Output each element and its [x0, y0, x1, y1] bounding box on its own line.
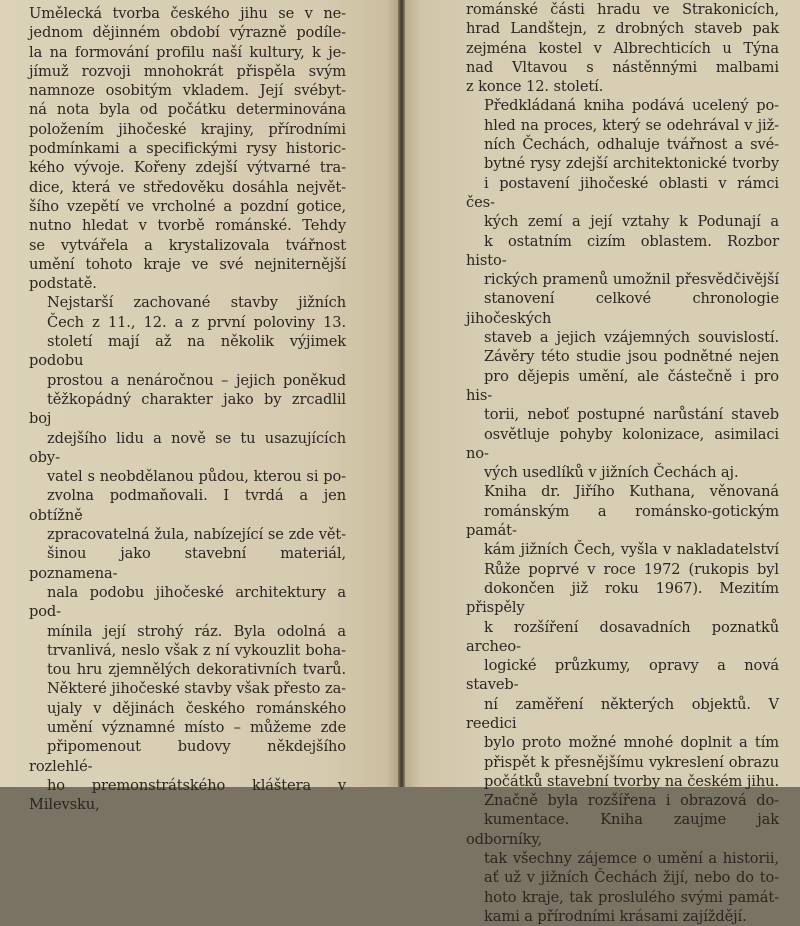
text-line: šího vzepětí ve vrcholné a pozdní gotice,: [29, 197, 346, 215]
text-line: tak všechny zájemce o umění a historii,: [484, 850, 779, 868]
text-line: namnoze osobitým vkladem. Její svébyt-: [29, 82, 346, 100]
text-line: dice, která ve středověku dosáhla největ-: [29, 178, 346, 196]
text-line: zvolna podmaňovali. I tvrdá a jen obtížně: [29, 487, 346, 524]
text-line: z konce 12. století.: [466, 78, 604, 96]
right-paragraph-3: [466, 482, 779, 926]
right-paragraph-2: [466, 96, 779, 482]
text-line: románským a románsko-gotickým památ-: [466, 502, 779, 540]
text-line: nad Vltavou s nástěnnými malbami: [466, 58, 779, 76]
text-line: dokončen již roku 1967). Mezitím přispěly: [466, 579, 779, 617]
text-line: zejména kostel v Albrechticích u Týna: [466, 39, 779, 57]
left-page: [0, 0, 398, 814]
text-line: šinou jako stavební materiál, poznamena-: [29, 545, 346, 582]
text-line: umění významné místo – můžeme zde: [47, 718, 346, 736]
text-line: prostou a nenáročnou – jejich poněkud: [47, 371, 346, 389]
text-line: k rozšíření dosavadních poznatků archeo-: [466, 618, 779, 655]
text-line: bylo proto možné mnohé doplnit a tím: [484, 734, 779, 752]
text-line: pro dějepis umění, ale částečně i pro his-: [466, 367, 779, 404]
text-line: hoto kraje, tak proslulého svými památ-: [484, 888, 779, 906]
text-line: románské části hradu ve Strakonicích,: [466, 1, 779, 18]
text-line: mínila její strohý ráz. Byla odolná a: [47, 622, 346, 640]
text-line: hled na proces, který se odehrával v již-: [484, 116, 779, 134]
text-line: jímuž rozvoji mnohokrát přispěla svým: [29, 62, 346, 80]
text-line: kého vývoje. Kořeny zdejší výtvarné tra-: [29, 159, 346, 177]
text-line: umění tohoto kraje ve své nejniternější: [29, 255, 346, 273]
book-gutter: [398, 0, 405, 787]
text-line: Čech z 11., 12. a z první poloviny 13.: [47, 313, 346, 331]
text-line: ho premonstrátského kláštera v Milevsku,: [29, 776, 346, 814]
text-line: logické průzkumy, opravy a nová staveb-: [466, 657, 779, 694]
text-line: přispět k přesnějšímu vykreslení obrazu: [484, 753, 779, 771]
text-line: kých zemí a její vztahy k Podunají a: [484, 213, 779, 231]
text-line: zpracovatelná žula, nabízející se zde vět-: [47, 526, 346, 544]
text-line: Růže poprvé v roce 1972 (rukopis byl: [484, 560, 779, 578]
text-line: ná nota byla od počátku determinována: [29, 101, 346, 119]
text-line: torii, neboť postupné narůstání staveb: [484, 406, 779, 424]
text-line: ať už v jižních Čechách žijí, nebo do to-: [484, 869, 779, 887]
text-line: vých usedlíků v jižních Čechách aj.: [484, 464, 739, 482]
text-line: Umělecká tvorba českého jihu se v ne-: [29, 5, 346, 22]
text-line: i postavení jihočeské oblasti v rámci čes-: [466, 174, 779, 211]
text-line: staveb a jejich vzájemných souvislostí.: [484, 329, 779, 347]
text-line: hrad Landštejn, z drobných staveb pak: [466, 20, 779, 38]
text-line: nala podobu jihočeské architektury a pod-: [29, 583, 346, 621]
text-line: Značně byla rozšířena i obrazová do-: [484, 792, 779, 810]
text-line: Nejstarší zachované stavby jižních: [47, 294, 346, 312]
text-line: Kniha dr. Jiřího Kuthana, věnovaná: [484, 483, 779, 501]
text-line: la na formování profilu naší kultury, k je-: [29, 43, 346, 61]
text-line: položením jihočeské krajiny, přírodními: [29, 120, 346, 138]
text-line: stanovení celkové chronologie jihočeských: [466, 290, 779, 327]
text-line: nutno hledat v tvorbě románské. Tehdy: [29, 217, 346, 235]
text-line: trvanlivá, neslo však z ní vykouzlit boha-: [47, 641, 346, 659]
text-line: kami a přírodními krásami zajíždějí.: [484, 907, 747, 925]
text-line: tou hru zjemnělých dekorativních tvarů.: [47, 661, 346, 679]
text-line: zdejšího lidu a nově se tu usazujících oby-: [29, 429, 346, 466]
left-paragraph-1: [29, 4, 346, 293]
text-line: k ostatním cizím oblastem. Rozbor histo-: [466, 232, 779, 269]
text-line: století mají až na několik výjimek podobu: [29, 333, 346, 370]
text-line: ní zaměření některých objektů. V reedici: [466, 695, 779, 732]
text-line: vatel s neobdělanou půdou, kterou si po-: [47, 468, 346, 486]
text-line: podmínkami a specifickými rysy historic-: [29, 140, 346, 158]
text-line: osvětluje pohyby kolonizace, asimilaci no-: [466, 425, 779, 462]
text-line: jednom dějinném období výrazně podíle-: [29, 24, 346, 42]
left-paragraph-2: [29, 293, 346, 814]
text-line: Předkládaná kniha podává ucelený po-: [484, 97, 779, 115]
text-line: počátků stavební tvorby na českém jihu.: [484, 772, 779, 790]
text-line: Závěry této studie jsou podnětné nejen: [484, 348, 779, 366]
text-line: ujaly v dějinách českého románského: [47, 699, 346, 717]
text-line: se vytvářela a krystalizovala tvářnost: [29, 236, 346, 254]
right-paragraph-1: [466, 0, 779, 96]
text-line: bytné rysy zdejší architektonické tvorby: [484, 155, 779, 173]
text-line: těžkopádný charakter jako by zrcadlil boj: [29, 390, 346, 428]
text-line: kám jižních Čech, vyšla v nakladatelství: [484, 541, 779, 559]
text-line: ních Čechách, odhaluje tvářnost a své-: [484, 136, 779, 154]
text-line: Některé jihočeské stavby však přesto za-: [47, 680, 346, 698]
text-line: podstatě.: [29, 275, 97, 293]
right-page: [405, 0, 800, 925]
text-line: připomenout budovy někdejšího rozlehlé-: [29, 738, 346, 775]
text-line: kumentace. Kniha zaujme jak odborníky,: [466, 811, 779, 848]
text-line: rických pramenů umožnil přesvědčivější: [484, 271, 779, 289]
